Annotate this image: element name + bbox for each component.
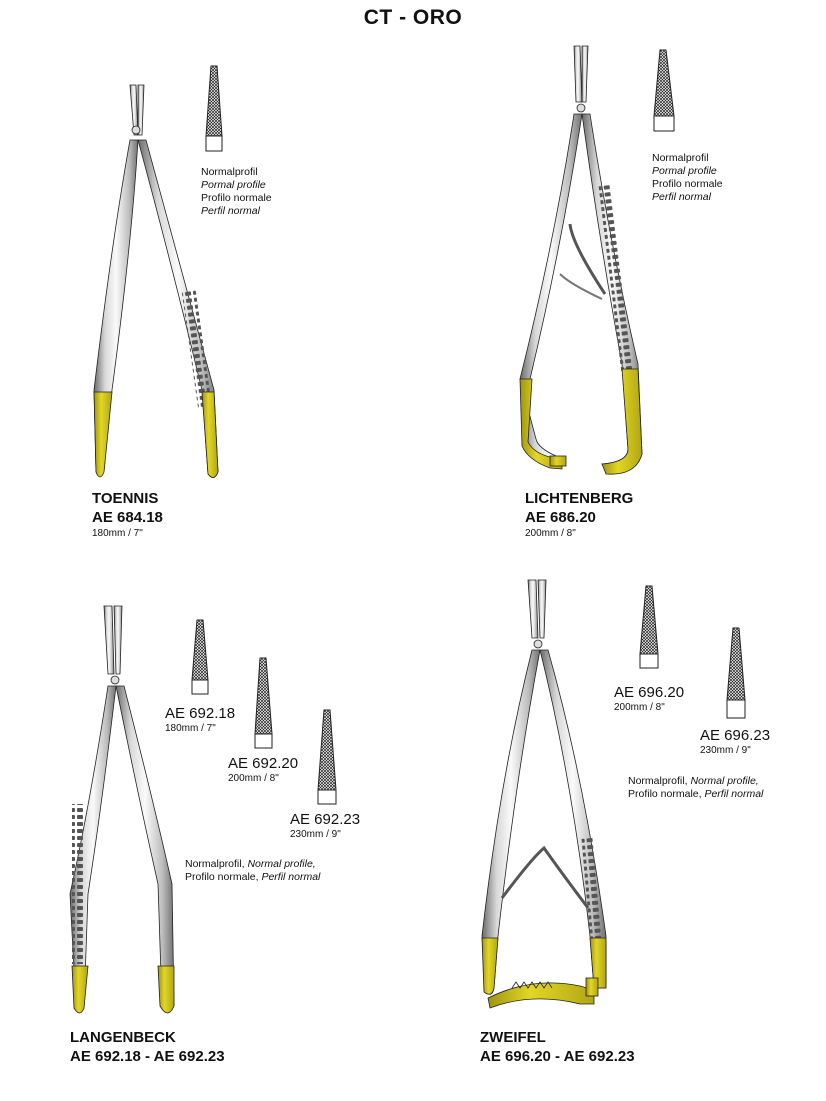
- profile-line: Profilo normale,: [628, 788, 705, 800]
- langenbeck-tip-1-label: [165, 705, 235, 735]
- profile-line: Normalprofil: [652, 152, 709, 164]
- page-title: CT - ORO: [363, 6, 463, 29]
- langenbeck-tip-2-label: [228, 755, 298, 785]
- zweifel-tip-2-icon: [725, 626, 749, 726]
- profile-line: Profilo normale: [652, 178, 723, 190]
- tip-size: 200mm / 8": [228, 773, 279, 784]
- profile-line: Pormal profile: [201, 179, 266, 191]
- toennis-tip-profile-icon: [204, 64, 224, 154]
- zweifel-tip-1-label: [614, 684, 684, 714]
- product-name: ZWEIFEL: [480, 1029, 546, 1046]
- product-size: 180mm / 7": [92, 528, 143, 539]
- langenbeck-tip-1-icon: [190, 618, 212, 698]
- profile-line: Profilo normale,: [185, 871, 262, 883]
- zweifel-tip-2-label: [700, 727, 770, 757]
- zweifel-instrument-illustration: [472, 578, 622, 1018]
- profile-line: Pormal profile: [652, 165, 717, 177]
- profile-line: Normal profile,: [247, 858, 316, 870]
- langenbeck-tip-3-icon: [316, 708, 340, 808]
- product-code: AE 686.20: [525, 509, 596, 526]
- product-code: AE 696.20 - AE 692.23: [480, 1048, 635, 1065]
- tip-code: AE 692.18: [165, 705, 236, 722]
- langenbeck-label-block: [70, 1028, 225, 1066]
- tip-code: AE 692.23: [290, 811, 361, 828]
- toennis-profile-list: [201, 166, 272, 218]
- lichtenberg-profile-list: [652, 152, 723, 204]
- tip-code: AE 696.20: [614, 684, 685, 701]
- profile-line: Perfil normal: [201, 205, 260, 217]
- toennis-label-block: [92, 489, 163, 540]
- profile-line: Perfil normal: [704, 788, 764, 800]
- tip-size: 200mm / 8": [614, 702, 665, 713]
- zweifel-label-block: [480, 1028, 635, 1066]
- tip-size: 230mm / 9": [290, 829, 341, 840]
- product-name: TOENNIS: [92, 490, 159, 507]
- profile-line: Normalprofil,: [185, 858, 248, 870]
- tip-code: AE 696.23: [700, 727, 771, 744]
- zweifel-profile-list: [628, 775, 763, 801]
- lichtenberg-label-block: [525, 489, 633, 540]
- profile-line: Profilo normale: [201, 192, 272, 204]
- tip-code: AE 692.20: [228, 755, 299, 772]
- profile-line: Normal profile,: [690, 775, 759, 787]
- tip-size: 230mm / 9": [700, 745, 751, 756]
- product-code: AE 692.18 - AE 692.23: [70, 1048, 225, 1065]
- langenbeck-tip-2-icon: [253, 656, 275, 752]
- profile-line: Perfil normal: [652, 191, 711, 203]
- zweifel-tip-1-icon: [638, 584, 662, 674]
- langenbeck-profile-list: [185, 858, 320, 884]
- profile-line: Normalprofil: [201, 166, 258, 178]
- profile-line: Perfil normal: [261, 871, 321, 883]
- lichtenberg-instrument-illustration: [510, 44, 660, 484]
- product-size: 200mm / 8": [525, 528, 576, 539]
- tip-size: 180mm / 7": [165, 723, 216, 734]
- langenbeck-tip-3-label: [290, 811, 360, 841]
- langenbeck-instrument-illustration: [60, 604, 200, 1024]
- product-name: LICHTENBERG: [525, 490, 634, 507]
- product-name: LANGENBECK: [70, 1029, 176, 1046]
- product-code: AE 684.18: [92, 509, 163, 526]
- profile-line: Normalprofil,: [628, 775, 691, 787]
- lichtenberg-tip-profile-icon: [652, 48, 678, 138]
